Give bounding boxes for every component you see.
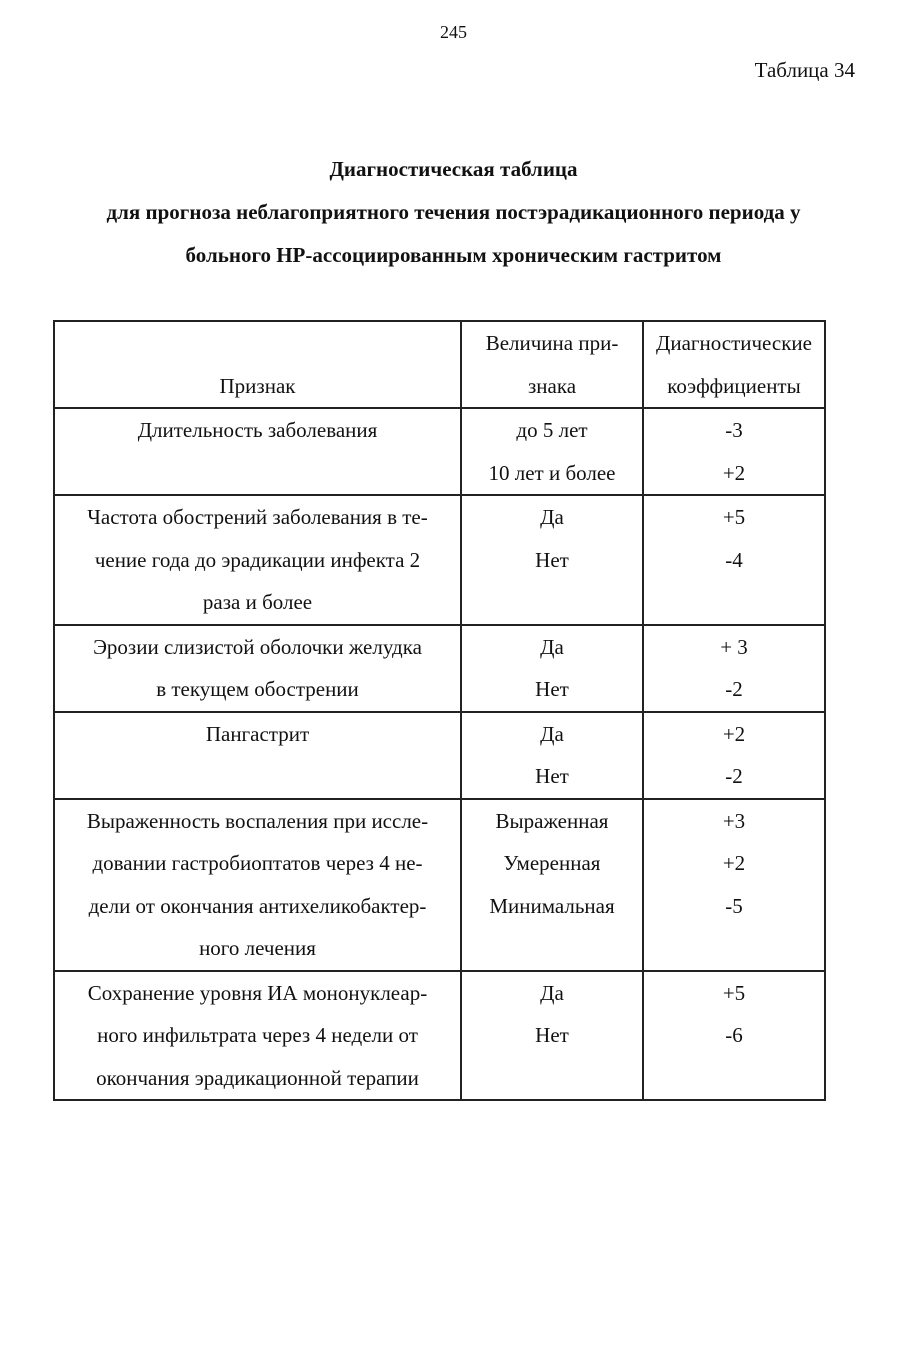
table-row — [54, 799, 825, 971]
value-line: Умеренная — [503, 851, 601, 875]
sign-line: дели от окончания антихеликобактер- — [88, 893, 427, 918]
sign-cell — [54, 799, 461, 971]
coef-line: +3 — [722, 808, 746, 833]
value-line: Да — [540, 634, 564, 659]
sign-line: ного лечения — [199, 936, 316, 960]
value-cell — [461, 408, 643, 495]
coef-line: +2 — [722, 721, 746, 746]
table-row — [54, 495, 825, 625]
coef-line: -6 — [725, 1023, 743, 1047]
coef-cell — [643, 625, 825, 712]
coef-line: -2 — [725, 677, 743, 701]
value-cell — [461, 971, 643, 1101]
value-line: Выраженная — [495, 808, 609, 833]
coef-cell — [643, 799, 825, 971]
coef-line: + 3 — [720, 634, 748, 659]
sign-line: Выраженность воспаления при иссле- — [86, 808, 429, 833]
sign-line: раза и более — [202, 590, 313, 614]
coef-cell — [643, 495, 825, 625]
table-header-row — [54, 321, 825, 408]
header-value-line: Величина при- — [485, 331, 619, 355]
coef-cell — [643, 971, 825, 1101]
sign-line: окончания эрадикационной терапии — [96, 1065, 419, 1090]
header-sign — [54, 321, 461, 408]
header-coef — [643, 321, 825, 408]
value-line: Минимальная — [489, 893, 615, 918]
diagnostic-table — [53, 320, 826, 1101]
header-coef-line: Диагностические — [656, 331, 812, 355]
value-cell — [461, 712, 643, 799]
header-value — [461, 321, 643, 408]
coef-cell — [643, 408, 825, 495]
page-number: 245 — [440, 22, 467, 42]
title-line: для прогноза неблагоприятного течения постэрадикационного периода у — [106, 200, 801, 224]
sign-line: в текущем обострении — [156, 677, 359, 701]
value-line: Да — [540, 721, 564, 746]
title-line: Диагностическая таблица — [329, 157, 578, 181]
title-line: больного НР-ассоциированным хроническим гастритом — [185, 243, 722, 267]
sign-line: ного инфильтрата через 4 недели от — [97, 1023, 418, 1047]
sign-line: довании гастробиоптатов через 4 не- — [92, 851, 423, 875]
sign-cell — [54, 712, 461, 799]
value-line: до 5 лет — [516, 418, 588, 442]
table-number: Таблица 34 — [754, 58, 855, 82]
sign-cell — [54, 971, 461, 1101]
sign-line: Пангастрит — [205, 721, 310, 746]
sign-line: Сохранение уровня ИА мононуклеар- — [87, 980, 428, 1005]
sign-line: Длительность заболевания — [137, 418, 378, 442]
value-cell — [461, 495, 643, 625]
value-cell — [461, 625, 643, 712]
coef-line: +2 — [722, 851, 746, 875]
value-line: Нет — [535, 547, 569, 572]
sign-line: чение года до эрадикации инфекта 2 — [94, 547, 421, 572]
value-line: Да — [540, 980, 564, 1005]
header-coef-line: коэффициенты — [667, 373, 801, 398]
table-row — [54, 712, 825, 799]
coef-line: -5 — [725, 893, 743, 918]
value-cell — [461, 799, 643, 971]
header-value-line: знака — [527, 373, 577, 398]
table-row — [54, 971, 825, 1101]
coef-line: +5 — [722, 980, 746, 1005]
coef-line: +2 — [722, 460, 746, 485]
value-line: Нет — [535, 1023, 569, 1047]
table-row — [54, 408, 825, 495]
sign-cell — [54, 408, 461, 495]
value-line: Да — [540, 505, 564, 529]
value-line: 10 лет и более — [488, 460, 616, 485]
coef-line: +5 — [722, 505, 746, 529]
table-title — [0, 148, 907, 277]
coef-line: -2 — [725, 764, 743, 788]
coef-cell — [643, 712, 825, 799]
header-sign-label: Признак — [219, 373, 296, 398]
coef-line: -4 — [725, 547, 743, 572]
sign-cell — [54, 625, 461, 712]
sign-cell — [54, 495, 461, 625]
value-line: Нет — [535, 677, 569, 701]
table-row — [54, 625, 825, 712]
value-line: Нет — [535, 764, 569, 788]
coef-line: -3 — [725, 418, 743, 442]
sign-line: Эрозии слизистой оболочки желудка — [93, 634, 422, 659]
sign-line: Частота обострений заболевания в те- — [87, 505, 428, 529]
